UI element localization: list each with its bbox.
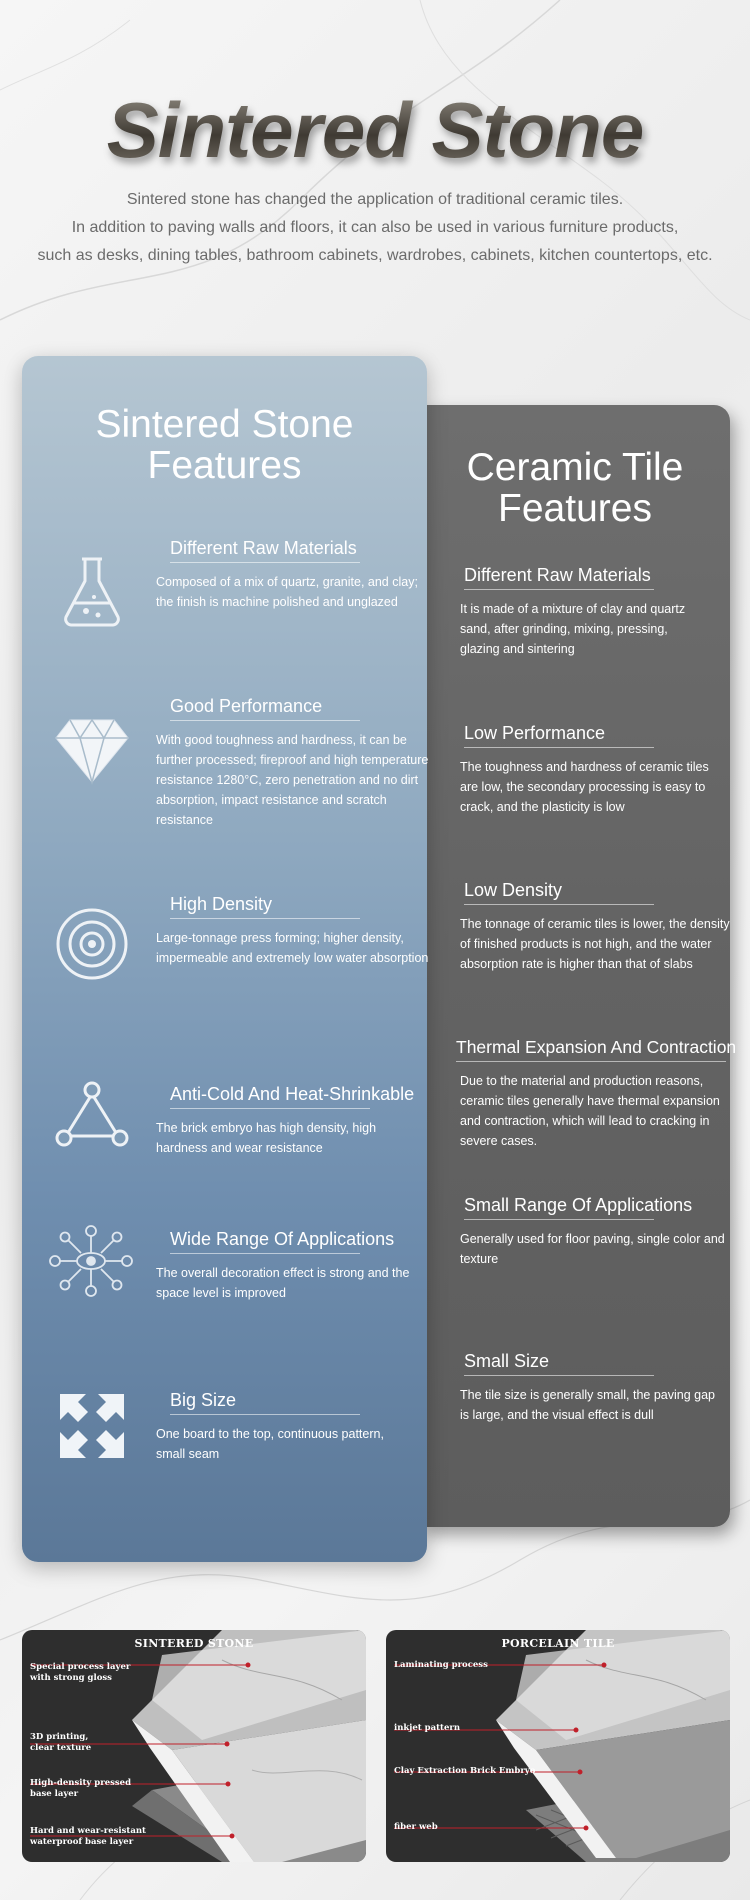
ceramic-title-line: Features	[498, 487, 652, 530]
flask-icon	[52, 551, 132, 631]
ceramic-feature	[460, 1351, 730, 1425]
ceramic-panel-title	[420, 447, 730, 529]
sintered-feature	[156, 696, 451, 830]
sintered-feature-title: Good Performance	[170, 696, 360, 721]
sintered-feature	[156, 1229, 451, 1303]
sintered-title-line: Sintered Stone	[95, 403, 354, 446]
layer-label: Hard and wear-resistant waterproof base layer	[30, 1826, 146, 1847]
sintered-feature-desc: The overall decoration effect is strong and the space level is improved	[156, 1266, 410, 1300]
sintered-feature-title: Different Raw Materials	[170, 538, 360, 563]
sintered-panel-title	[22, 404, 427, 486]
ceramic-feature-desc: The toughness and hardness of ceramic tiles are low, the secondary processing is easy to crack, and the plasticity is low	[460, 760, 709, 814]
ceramic-feature-title: Small Range Of Applications	[464, 1195, 654, 1220]
ceramic-feature	[460, 1195, 730, 1269]
diamond-icon	[52, 710, 132, 790]
ceramic-feature-title: Thermal Expansion And Contraction	[456, 1037, 726, 1062]
sintered-feature-desc: Large-tonnage press forming; higher density, impermeable and extremely low water absorption	[156, 931, 429, 965]
ceramic-tile-panel	[420, 405, 737, 1527]
triangle-nodes-icon	[52, 1076, 132, 1156]
expand-arrows-icon	[52, 1386, 132, 1466]
ceramic-feature	[460, 565, 730, 659]
ceramic-feature-title: Small Size	[464, 1351, 654, 1376]
ceramic-feature	[460, 723, 730, 817]
ceramic-feature-title: Different Raw Materials	[464, 565, 654, 590]
ceramic-feature-title: Low Performance	[464, 723, 654, 748]
sintered-feature-desc: With good toughness and hardness, it can be further processed; fireproof and high temperature resistance 1280°C, zero penetration and no dirt absorption, impact resistance and scratch resistance	[156, 733, 429, 827]
ceramic-feature-desc: The tile size is generally small, the paving gap is large, and the visual effect is dull	[460, 1388, 715, 1422]
layer-label: Laminating process	[394, 1660, 488, 1670]
layer-label: fiber web	[394, 1822, 438, 1832]
sintered-feature	[156, 1084, 451, 1158]
sintered-title-line: Features	[147, 444, 302, 487]
sintered-feature	[156, 538, 451, 612]
network-eye-icon	[48, 1218, 134, 1304]
sintered-feature-desc: Composed of a mix of quartz, granite, and clay; the finish is machine polished and unglazed	[156, 575, 418, 609]
layer-label: High-density pressed base layer	[30, 1778, 132, 1799]
sintered-stone-panel	[22, 356, 427, 1562]
ceramic-feature-desc: Generally used for floor paving, single color and texture	[460, 1232, 725, 1266]
card-title: PORCELAIN TILE	[501, 1637, 615, 1650]
ceramic-title-line: Ceramic Tile	[466, 446, 684, 489]
hero-line: such as desks, dining tables, bathroom cabinets, wardrobes, cabinets, kitchen countertops, etc.	[37, 247, 713, 264]
layer-label: Special process layer with strong gloss	[30, 1662, 131, 1683]
hero-title: Sintered Stone	[0, 85, 750, 176]
ceramic-feature	[452, 1037, 737, 1151]
sintered-feature-desc: One board to the top, continuous pattern, small seam	[156, 1427, 384, 1461]
ceramic-feature	[460, 880, 730, 974]
sintered-feature-desc: The brick embryo has high density, high hardness and wear resistance	[156, 1121, 377, 1155]
hero-line: In addition to paving walls and floors, it can also be used in various furniture products,	[71, 219, 679, 236]
layer-label: Clay Extraction Brick Embryo	[394, 1766, 536, 1776]
layer-label: inkjet pattern	[394, 1723, 461, 1733]
sintered-feature-title: High Density	[170, 894, 360, 919]
sintered-feature-title: Wide Range Of Applications	[170, 1229, 360, 1254]
sintered-feature	[156, 894, 451, 968]
ceramic-feature-desc: Due to the material and production reasons, ceramic tiles generally have thermal expansion and contraction, which will lead to cracking in severe cases.	[460, 1074, 720, 1148]
sintered-stone-layers-card	[22, 1630, 366, 1862]
ceramic-feature-title: Low Density	[464, 880, 654, 905]
hero-description	[0, 186, 750, 270]
target-icon	[52, 904, 132, 984]
sintered-feature	[156, 1390, 451, 1464]
card-title: SINTERED STONE	[134, 1637, 254, 1650]
hero-line: Sintered stone has changed the application of traditional ceramic tiles.	[126, 191, 624, 208]
sintered-feature-title: Big Size	[170, 1390, 360, 1415]
layer-label: 3D printing, clear texture	[30, 1732, 92, 1753]
porcelain-tile-layers-card	[386, 1630, 730, 1862]
ceramic-feature-desc: The tonnage of ceramic tiles is lower, the density of finished products is not high, and the water absorption rate is higher than that of slabs	[460, 917, 730, 971]
ceramic-feature-desc: It is made of a mixture of clay and quartz sand, after grinding, mixing, pressing, glazing and sintering	[460, 602, 686, 656]
sintered-feature-title: Anti-Cold And Heat-Shrinkable	[170, 1084, 370, 1109]
